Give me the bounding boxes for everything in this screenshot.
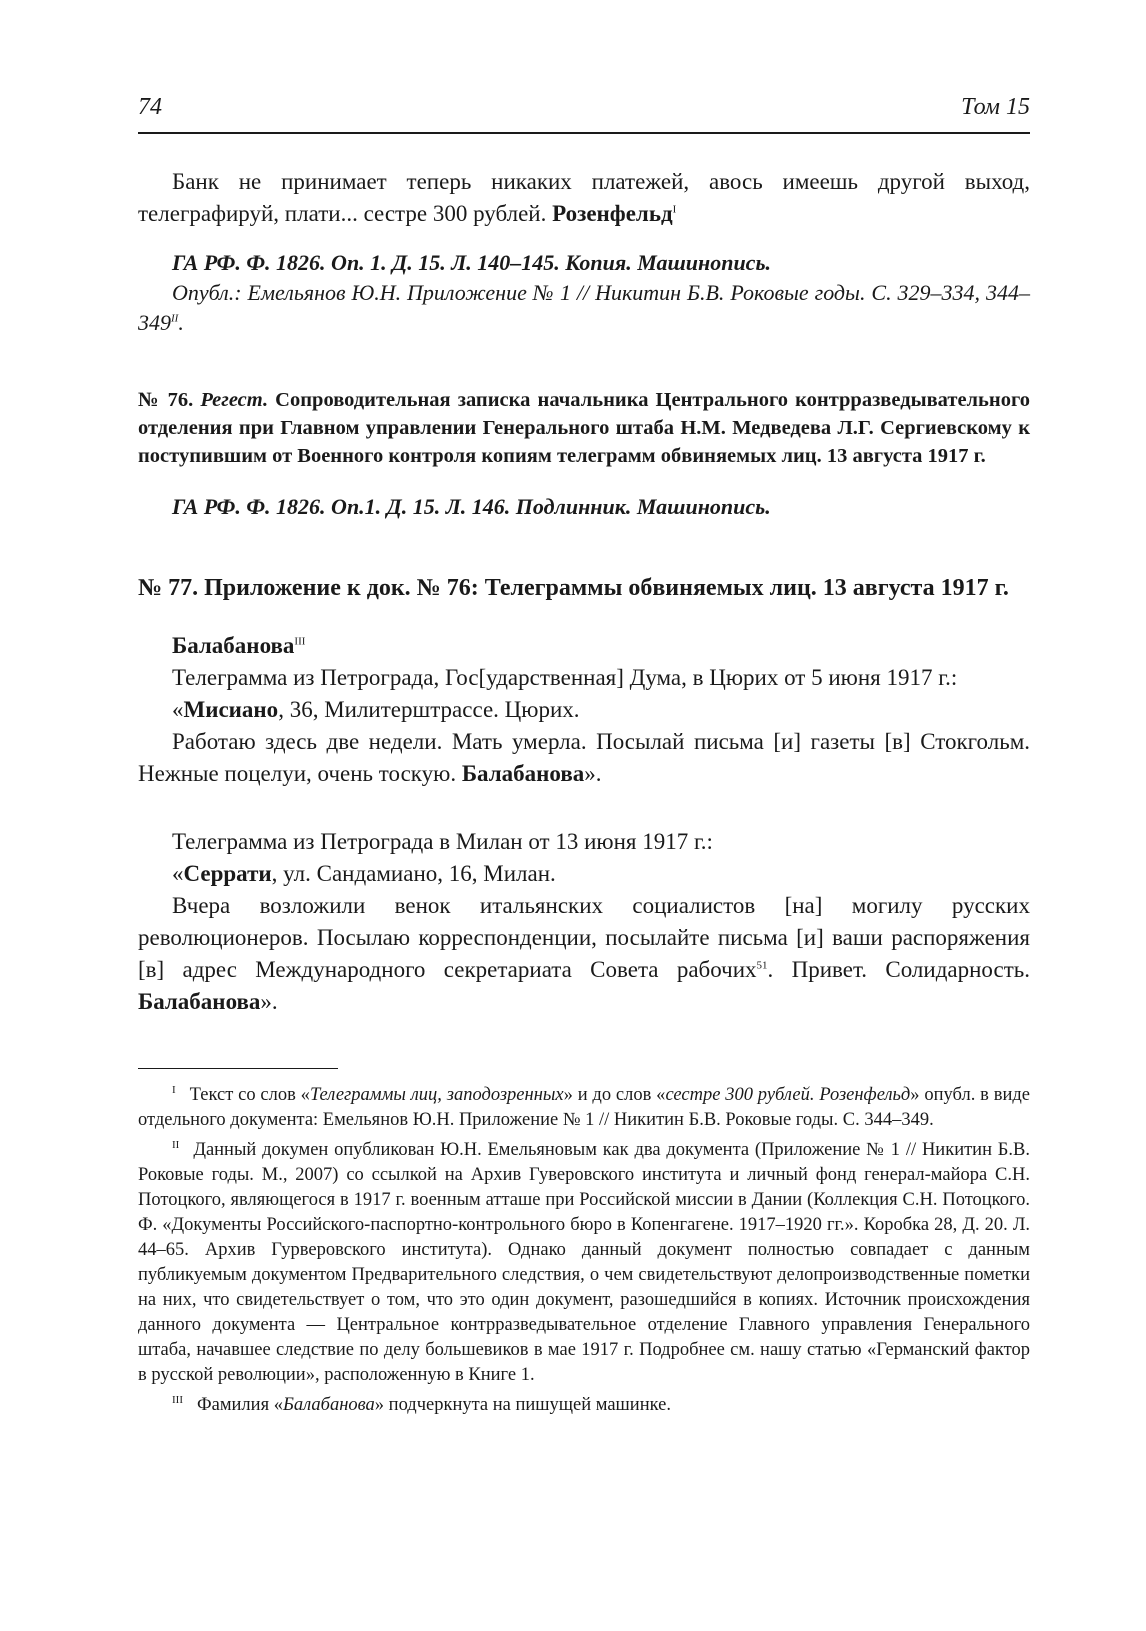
page-number: 74 xyxy=(138,94,162,120)
footnote-2 xyxy=(138,1138,1030,1388)
footnote-mark: II xyxy=(172,1138,180,1151)
doc-76-text: Сопроводительная записка начальника Центрального контрразведывательного отделения при Главном управлении Генерального штаба Н.М. Медведева Л.Г. Сергиевскому к поступившим от Военного контроля копиям телеграмм обвиняемых лиц. 13 августа 1917 г. xyxy=(138,389,1030,467)
doc-76-number: № 76. xyxy=(138,389,201,411)
footnote-ref-51: 51 xyxy=(756,959,768,972)
address-text: , ул. Сандамиано, 16, Милан. xyxy=(271,861,556,886)
message-text: Вчера возложили венок итальянских социалистов [на] могилу русских революционеров. Посылаю корреспонденции, посылайте письма [и] ваши распоряжения [в] адрес Международного секретариата Совета рабочих xyxy=(138,893,1030,982)
telegram-1-sender xyxy=(172,630,1030,662)
footnote-separator xyxy=(138,1068,338,1069)
address-text: , 36, Милитерштрассе. Цюрих. xyxy=(278,697,580,722)
sender-name: Балабанова xyxy=(172,633,295,658)
footnote-3 xyxy=(138,1393,1030,1418)
telegram-1-address xyxy=(172,694,1030,726)
recipient-misiano: Мисиано xyxy=(183,697,279,722)
footnote-text: Текст со слов « xyxy=(189,1085,310,1105)
publication-text: Опубл.: Емельянов Ю.Н. Приложение № 1 // Никитин Б.В. Роковые годы. С. 329–334, 344–349 xyxy=(138,280,1030,335)
signature-rosenfeld: Розенфельд xyxy=(552,201,673,226)
quote-open: « xyxy=(172,861,184,886)
telegram-2-message xyxy=(138,890,1030,1018)
footnotes xyxy=(138,1083,1030,1418)
footnote-text: Данный докумен опубликован Ю.Н. Емельяновым как два документа (Приложение № 1 // Никитин Б.В. Роковые годы. М., 2007) со ссылкой на Архив Гуверовского института и личный фонд генерал-майора С.Н. Потоцкого, являющегося в 1917 г. военным атташе при Российской миссии в Дании (Коллекция С.Н. Потоцкого. Ф. «Документы Российского-паспортно-контрольного бюро в Копенгагене. 1917–1920 гг.». Коробка 28, Д. 20. Л. 44–65. Архив Гурверовского института). Однако данный документ полностью совпадает с данным публикуемым документом Предварительного следствия, о чем свидетельствуют делопроизводственные пометки на них, что свидетельствует о том, что это один документ, разошедшийся в копиях. Источник происхождения данного документа — Центральное контрразведывательное отделение Главного управления Генерального штаба, начавшее следствие по делу большевиков в мае 1917 г. Подробнее см. нашу статью «Германский фактор в русской революции», расположенную в Книге 1. xyxy=(138,1140,1030,1385)
signature-balabanova: Балабанова xyxy=(461,761,585,786)
footnote-1 xyxy=(138,1083,1030,1133)
doc-77-title: № 77. Приложение к док. № 76: Телеграммы обвиняемых лиц. 13 августа 1917 г. xyxy=(138,575,1009,601)
telegram-1-heading: Телеграмма из Петрограда, Гос[ударственная] Дума, в Цюрих от 5 июня 1917 г.: xyxy=(172,665,958,690)
footnote-text: Фамилия « xyxy=(197,1395,283,1415)
archive-reference: ГА РФ. Ф. 1826. Оп. 1. Д. 15. Л. 140–145. Копия. Машинопись. xyxy=(172,250,772,275)
quote-close: ». xyxy=(260,989,278,1014)
quote-open: « xyxy=(172,697,184,722)
message-text-2: . Привет. Солидарность. xyxy=(767,957,1030,982)
source-note-1 xyxy=(138,248,1030,338)
footnote-italic: Телеграммы лиц, заподозренных xyxy=(309,1085,564,1105)
footnote-text: » опубл. в виде отдельного документа: Емельянов Ю.Н. Приложение № 1 // Никитин Б.В. Роковые годы. С. 344–349. xyxy=(138,1085,1030,1130)
regest-label: Регест. xyxy=(200,389,269,411)
publication-end: . xyxy=(178,310,184,335)
footnote-text: » и до слов « xyxy=(563,1085,666,1105)
telegram-1-message xyxy=(138,726,1030,790)
footnote-text: » подчеркнута на пишущей машинке. xyxy=(374,1395,671,1415)
continuation-text: Банк не принимает теперь никаких платежей, авось имеешь другой выход, телеграфируй, плати... сестре 300 рублей. xyxy=(138,169,1030,226)
signature-balabanova: Балабанова xyxy=(138,989,261,1014)
quote-close: ». xyxy=(584,761,602,786)
footnote-mark: III xyxy=(172,1393,183,1406)
volume-label: Том 15 xyxy=(961,94,1030,120)
recipient-serrati: Серрати xyxy=(183,861,272,886)
footnote-ref-2: II xyxy=(171,312,179,325)
footnote-ref-1: I xyxy=(672,203,677,216)
telegram-1 xyxy=(138,630,1030,790)
telegram-continuation xyxy=(138,166,1030,230)
running-header xyxy=(138,92,1030,134)
source-note-2 xyxy=(138,492,1030,522)
footnote-ref-3: III xyxy=(294,635,306,648)
footnote-italic: сестре 300 рублей. Розенфельд xyxy=(665,1085,911,1105)
footnote-mark: I xyxy=(172,1083,176,1096)
archive-reference-2: ГА РФ. Ф. 1826. Оп.1. Д. 15. Л. 146. Подлинник. Машинопись. xyxy=(172,494,771,519)
telegram-2-heading: Телеграмма из Петрограда в Милан от 13 июня 1917 г.: xyxy=(172,829,713,854)
page-body xyxy=(138,166,1030,1423)
message-text: Работаю здесь две недели. Мать умерла. Посылай письма [и] газеты [в] Стокгольм. Нежные поцелуи, очень тоскую. xyxy=(138,729,1030,786)
doc-76-regest xyxy=(138,386,1030,470)
footnote-italic: Балабанова xyxy=(282,1395,375,1415)
telegram-2-address xyxy=(172,858,1030,890)
publication-note xyxy=(138,278,1030,338)
telegram-2 xyxy=(138,826,1030,1018)
